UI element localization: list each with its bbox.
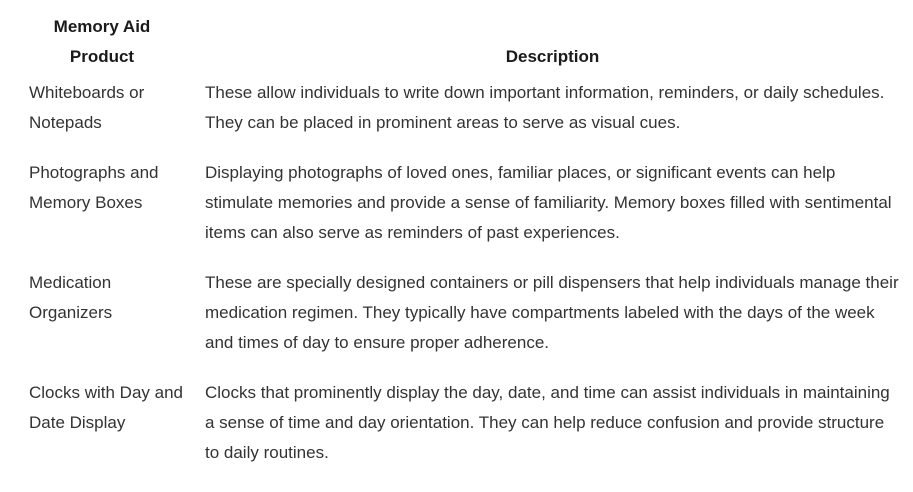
table-row (0, 268, 913, 378)
description-cell: These are specially designed containers or pill dispensers that help individuals manage their medication regimen. They typically have compartments labeled with the days of the week and times of day to ensure proper adherence. (205, 273, 899, 352)
product-cell: Photographs and Memory Boxes (29, 163, 159, 212)
description-cell: These allow individuals to write down important information, reminders, or daily schedules. They can be placed in prominent areas to serve as visual cues. (205, 83, 885, 132)
product-cell: Whiteboards or Notepads (29, 83, 145, 132)
table-row (0, 378, 913, 468)
product-cell: Clocks with Day and Date Display (29, 383, 184, 432)
product-cell: Medication Organizers (29, 273, 113, 322)
table-row (0, 78, 913, 158)
table-header-row (0, 0, 913, 78)
description-cell: Clocks that prominently display the day, date, and time can assist individuals in maintaining a sense of time and day orientation. They can help reduce confusion and provide structure to daily routines. (205, 383, 890, 462)
product-column-header: Memory Aid Product (53, 17, 151, 66)
description-column-header: Description (505, 47, 600, 66)
table-row (0, 158, 913, 268)
description-cell: Displaying photographs of loved ones, familiar places, or significant events can help stimulate memories and provide a sense of familiarity. Memory boxes filled with sentimental items can also serve as reminders of past experiences. (205, 163, 892, 242)
